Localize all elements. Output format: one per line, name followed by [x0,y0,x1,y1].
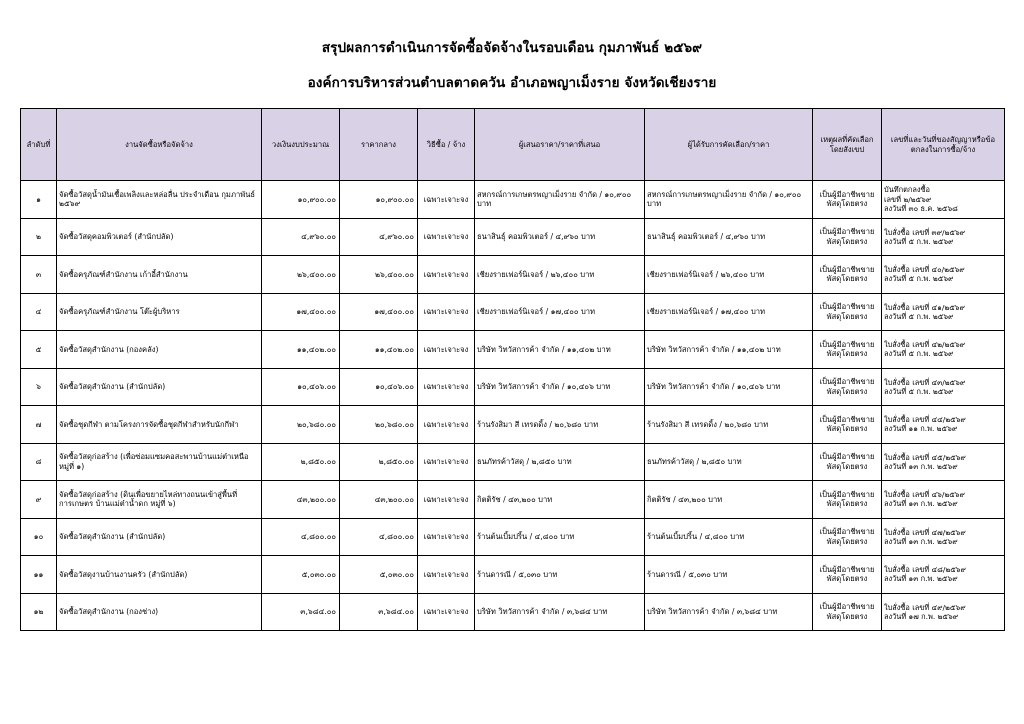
table-row [21,406,1005,444]
document-title: สรุปผลการดำเนินการจัดซื้อจัดจ้างในรอบเดือน กุมภาพันธ์ ๒๕๖๙ [321,40,703,56]
cell-selected: ธนาสินธุ์ คอมพิวเตอร์ / ๔,๙๖๐ บาท [645,218,813,256]
cell-reason: เป็นผู้มีอาชีพขายพัสดุโดยตรง [813,181,882,219]
cell-work: จัดซื้อครุภัณฑ์สำนักงาน เก้าอี้สำนักงาน [57,256,262,294]
cell-median-price: ๔,๘๐๐.๐๐ [340,518,418,556]
table-row [21,331,1005,369]
cell-method: เฉพาะเจาะจง [418,406,475,444]
cell-median-price: ๒๖,๔๐๐.๐๐ [340,256,418,294]
cell-budget: ๒,๘๕๐.๐๐ [262,443,340,481]
cell-work: จัดซื้อวัสดุน้ำมันเชื้อเพลิงและหล่อลื่น ประจำเดือน กุมภาพันธ์ ๒๕๖๙ [57,181,262,219]
procurement-table [20,108,1005,631]
header-no: ลำดับที่ [21,109,57,181]
contract-line: ใบสั่งซื้อ เลขที่ ๓๙/๒๕๖๙ [884,227,966,237]
cell-median-price: ๑๗,๔๐๐.๐๐ [340,293,418,331]
cell-work: จัดซื้อวัสดุสำนักงาน (กองคลัง) [57,331,262,369]
cell-reason: เป็นผู้มีอาชีพขายพัสดุโดยตรง [813,293,882,331]
cell-work: จัดซื้อชุดกีฬา ตามโครงการจัดซื้อชุดกีฬาสำหรับนักกีฬา [57,406,262,444]
cell-bidder: ร้านรังสิมา สี เทรดดิ้ง / ๒๐,๖๘๐ บาท [475,406,645,444]
cell-median-price: ๔๓,๒๐๐.๐๐ [340,481,418,519]
cell-work: จัดซื้อวัสดุก่อสร้าง (เพื่อซ่อมแซมคอสะพานบ้านแม่ต๋าเหนือ หมู่ที่ ๑) [57,443,262,481]
table-header-row [21,109,1005,181]
contract-line: ลงวันที่ ๑๓ ก.พ. ๒๕๖๙ [884,461,958,471]
cell-contract [882,481,1005,519]
cell-method: เฉพาะเจาะจง [418,556,475,594]
cell-contract [882,368,1005,406]
contract-line: ใบสั่งซื้อ เลขที่ ๔๘/๒๕๖๙ [884,565,966,574]
cell-no: ๑ [21,181,57,219]
cell-reason: เป็นผู้มีอาชีพขายพัสดุโดยตรง [813,368,882,406]
cell-selected: เชียงรายเฟอร์นิเจอร์ / ๑๗,๔๐๐ บาท [645,293,813,331]
cell-budget: ๑๗,๔๐๐.๐๐ [262,293,340,331]
table-row [21,218,1005,256]
cell-selected: ร้านต้นเบิ้มปริ้น / ๔,๘๐๐ บาท [645,518,813,556]
header-median-price: ราคากลาง [340,109,418,181]
cell-work: จัดซื้อวัสดุก่อสร้าง (ดินเพื่อขยายไหล่ทางถนนเข้าสู่พื้นที่การเกษตร บ้านแม่ต๋าน้ำดก หมู่ที่ ๖) [57,481,262,519]
cell-contract [882,556,1005,594]
cell-bidder: บริษัท วิทวัสการค้า จำกัด / ๓,๖๘๔ บาท [475,593,645,631]
cell-method: เฉพาะเจาะจง [418,518,475,556]
cell-contract [882,443,1005,481]
cell-selected: กิตติรัช / ๔๓,๒๐๐ บาท [645,481,813,519]
contract-line: ลงวันที่ ๑๓ ก.พ. ๒๕๖๙ [884,574,958,584]
header-bidder: ผู้เสนอราคา/ราคาที่เสนอ [475,109,645,181]
cell-budget: ๕,๐๓๐.๐๐ [262,556,340,594]
cell-reason: เป็นผู้มีอาชีพขายพัสดุโดยตรง [813,556,882,594]
table-row [21,181,1005,219]
contract-line: ใบสั่งซื้อ เลขที่ ๔๒/๒๕๖๙ [884,340,966,349]
cell-no: ๙ [21,481,57,519]
cell-method: เฉพาะเจาะจง [418,593,475,631]
table-row [21,293,1005,331]
cell-budget: ๑๐,๔๐๖.๐๐ [262,368,340,406]
cell-median-price: ๓,๖๘๔.๐๐ [340,593,418,631]
cell-work: จัดซื้อวัสดุสำนักงาน (กองช่าง) [57,593,262,631]
cell-bidder: ธนาสินธุ์ คอมพิวเตอร์ / ๔,๙๖๐ บาท [475,218,645,256]
cell-method: เฉพาะเจาะจง [418,331,475,369]
header-reason: เหตุผลที่คัดเลือกโดยสังเขป [813,109,882,181]
cell-no: ๕ [21,331,57,369]
contract-line: ลงวันที่ ๕ ก.พ. ๒๕๖๙ [884,349,954,359]
cell-selected: เชียงรายเฟอร์นิเจอร์ / ๒๖,๔๐๐ บาท [645,256,813,294]
table-row [21,256,1005,294]
cell-reason: เป็นผู้มีอาชีพขายพัสดุโดยตรง [813,256,882,294]
cell-budget: ๒๐,๖๘๐.๐๐ [262,406,340,444]
cell-work: จัดซื้อวัสดุงานบ้านงานครัว (สำนักปลัด) [57,556,262,594]
cell-bidder: กิตติรัช / ๔๓,๒๐๐ บาท [475,481,645,519]
contract-line: ลงวันที่ ๑๓ ก.พ. ๒๕๖๙ [884,499,958,509]
table-row [21,518,1005,556]
cell-method: เฉพาะเจาะจง [418,181,475,219]
cell-median-price: ๔,๙๖๐.๐๐ [340,218,418,256]
cell-method: เฉพาะเจาะจง [418,368,475,406]
contract-line: ใบสั่งซื้อ เลขที่ ๔๕/๒๕๖๙ [884,452,966,462]
cell-median-price: ๕,๐๓๐.๐๐ [340,556,418,594]
contract-line: ลงวันที่ ๓๐ ธ.ค. ๒๕๖๘ [884,203,958,213]
cell-reason: เป็นผู้มีอาชีพขายพัสดุโดยตรง [813,593,882,631]
cell-method: เฉพาะเจาะจง [418,218,475,256]
cell-reason: เป็นผู้มีอาชีพขายพัสดุโดยตรง [813,443,882,481]
contract-line: ใบสั่งซื้อ เลขที่ ๔๖/๒๕๖๙ [884,490,965,499]
header-contract: เลขที่และวันที่ของสัญญาหรือข้อตกลงในการซื้อ/จ้าง [882,109,1005,181]
contract-line: ลงวันที่ ๕ ก.พ. ๒๕๖๙ [884,311,954,321]
table-row [21,481,1005,519]
contract-line: เลขที่ ๒/๒๕๖๙ [884,194,932,204]
contract-line: ลงวันที่ ๕ ก.พ. ๒๕๖๙ [884,236,954,246]
cell-reason: เป็นผู้มีอาชีพขายพัสดุโดยตรง [813,331,882,369]
contract-line: ใบสั่งซื้อ เลขที่ ๔๗/๒๕๖๙ [884,527,966,537]
cell-bidder: บริษัท วิทวัสการค้า จำกัด / ๑๑,๔๐๒ บาท [475,331,645,369]
cell-work: จัดซื้อวัสดุสำนักงาน (สำนักปลัด) [57,518,262,556]
cell-selected: ร้านดารณี / ๕,๐๓๐ บาท [645,556,813,594]
cell-budget: ๔,๘๐๐.๐๐ [262,518,340,556]
cell-contract [882,293,1005,331]
header-budget: วงเงินงบประมาณ [262,109,340,181]
cell-selected: บริษัท วิทวัสการค้า จำกัด / ๑๑,๔๐๒ บาท [645,331,813,369]
cell-no: ๓ [21,256,57,294]
table-row [21,443,1005,481]
cell-bidder: เชียงรายเฟอร์นิเจอร์ / ๑๗,๔๐๐ บาท [475,293,645,331]
header-method: วิธีซื้อ / จ้าง [418,109,475,181]
cell-no: ๑๑ [21,556,57,594]
contract-line: ลงวันที่ ๕ ก.พ. ๒๕๖๙ [884,274,954,284]
cell-reason: เป็นผู้มีอาชีพขายพัสดุโดยตรง [813,406,882,444]
table-row [21,593,1005,631]
cell-budget: ๔,๙๖๐.๐๐ [262,218,340,256]
cell-budget: ๑๑,๔๐๒.๐๐ [262,331,340,369]
document-subtitle: องค์การบริหารส่วนตำบลตาดควัน อำเภอพญาเม็งราย จังหวัดเชียงราย [307,75,717,91]
cell-selected: ร้านรังสิมา สี เทรดดิ้ง / ๒๐,๖๘๐ บาท [645,406,813,444]
table-body [21,181,1005,631]
cell-contract [882,518,1005,556]
cell-bidder: ธนภัทรค้าวัสดุ / ๒,๘๕๐ บาท [475,443,645,481]
contract-line: ลงวันที่ ๑๑ ก.พ. ๒๕๖๙ [884,424,958,434]
cell-contract [882,593,1005,631]
cell-reason: เป็นผู้มีอาชีพขายพัสดุโดยตรง [813,481,882,519]
contract-line: ใบสั่งซื้อ เลขที่ ๔๐/๒๕๖๙ [884,265,965,274]
cell-no: ๔ [21,293,57,331]
header-work: งานจัดซื้อหรือจัดจ้าง [57,109,262,181]
cell-bidder: ร้านดารณี / ๕,๐๓๐ บาท [475,556,645,594]
cell-selected: ธนภัทรค้าวัสดุ / ๒,๘๕๐ บาท [645,443,813,481]
header-selected: ผู้ได้รับการคัดเลือก/ราคา [645,109,813,181]
cell-contract [882,406,1005,444]
cell-bidder: เชียงรายเฟอร์นิเจอร์ / ๒๖,๔๐๐ บาท [475,256,645,294]
cell-work: จัดซื้อวัสดุสำนักงาน (สำนักปลัด) [57,368,262,406]
cell-selected: บริษัท วิทวัสการค้า จำกัด / ๑๐,๔๐๖ บาท [645,368,813,406]
cell-no: ๑๒ [21,593,57,631]
cell-work: จัดซื้อครุภัณฑ์สำนักงาน โต๊ะผู้บริหาร [57,293,262,331]
cell-no: ๗ [21,406,57,444]
cell-budget: ๓,๖๘๔.๐๐ [262,593,340,631]
cell-no: ๖ [21,368,57,406]
contract-line: ใบสั่งซื้อ เลขที่ ๔๔/๒๕๖๙ [884,415,966,424]
contract-line: ใบสั่งซื้อ เลขที่ ๔๓/๒๕๖๙ [884,377,966,387]
contract-line: ลงวันที่ ๑๗ ก.พ. ๒๕๖๙ [884,611,959,621]
cell-median-price: ๒๐,๖๘๐.๐๐ [340,406,418,444]
cell-budget: ๔๓,๒๐๐.๐๐ [262,481,340,519]
cell-no: ๑๐ [21,518,57,556]
cell-method: เฉพาะเจาะจง [418,443,475,481]
contract-line: บันทึกตกลงซื้อ [884,185,930,195]
table-row [21,368,1005,406]
cell-method: เฉพาะเจาะจง [418,293,475,331]
cell-median-price: ๑๐,๔๐๖.๐๐ [340,368,418,406]
cell-method: เฉพาะเจาะจง [418,256,475,294]
cell-contract [882,331,1005,369]
contract-line: ลงวันที่ ๑๓ ก.พ. ๒๕๖๙ [884,536,958,546]
cell-median-price: ๑๑,๔๐๒.๐๐ [340,331,418,369]
cell-work: จัดซื้อวัสดุคอมพิวเตอร์ (สำนักปลัด) [57,218,262,256]
cell-contract [882,181,1005,219]
cell-bidder: สหกรณ์การเกษตรพญาเม็งราย จำกัด / ๑๐,๙๐๐ บาท [475,181,645,219]
contract-line: ใบสั่งซื้อ เลขที่ ๔๑/๒๕๖๙ [884,302,965,312]
cell-bidder: ร้านต้นเบิ้มปริ้น / ๔,๘๐๐ บาท [475,518,645,556]
table-row [21,556,1005,594]
cell-bidder: บริษัท วิทวัสการค้า จำกัด / ๑๐,๔๐๖ บาท [475,368,645,406]
cell-median-price: ๒,๘๕๐.๐๐ [340,443,418,481]
cell-reason: เป็นผู้มีอาชีพขายพัสดุโดยตรง [813,218,882,256]
cell-median-price: ๑๐,๙๐๐.๐๐ [340,181,418,219]
cell-contract [882,218,1005,256]
contract-line: ลงวันที่ ๕ ก.พ. ๒๕๖๙ [884,386,954,396]
cell-budget: ๑๐,๙๐๐.๐๐ [262,181,340,219]
cell-method: เฉพาะเจาะจง [418,481,475,519]
cell-selected: บริษัท วิทวัสการค้า จำกัด / ๓,๖๘๔ บาท [645,593,813,631]
cell-selected: สหกรณ์การเกษตรพญาเม็งราย จำกัด / ๑๐,๙๐๐ บาท [645,181,813,219]
cell-no: ๒ [21,218,57,256]
cell-reason: เป็นผู้มีอาชีพขายพัสดุโดยตรง [813,518,882,556]
cell-no: ๘ [21,443,57,481]
contract-line: ใบสั่งซื้อ เลขที่ ๔๙/๒๕๖๙ [884,602,966,612]
cell-budget: ๒๖,๔๐๐.๐๐ [262,256,340,294]
cell-contract [882,256,1005,294]
